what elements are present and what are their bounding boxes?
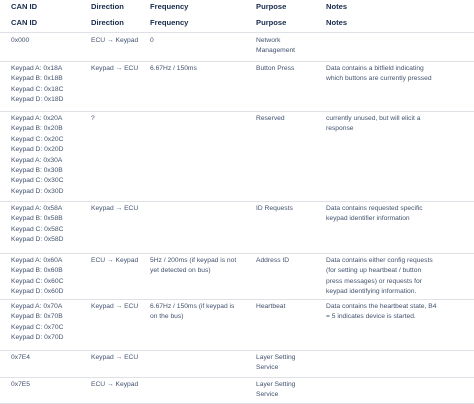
cell-can-id-line: Keypad A: 0x70A: [11, 303, 63, 310]
cell-can-id-line: Keypad D: 0x20D: [11, 146, 64, 154]
cell-frequency: [150, 256, 254, 277]
cell-purpose-line: Address ID: [256, 257, 290, 264]
cell-direction: [91, 114, 149, 124]
cell-direction: [91, 204, 149, 214]
cell-notes-line: Data contains requested specific: [326, 205, 423, 212]
table-header-row-repeat: [0, 15, 474, 33]
cell-notes-line: currently unused, but will elicit a: [326, 115, 421, 122]
header-direction: Direction: [91, 18, 124, 27]
cell-can-id-line: Keypad B: 0x58B: [11, 215, 63, 223]
header-can-id: CAN ID: [11, 2, 38, 11]
cell-purpose: [256, 302, 324, 312]
cell-notes: [326, 114, 472, 135]
cell-notes-line: Data contains the heartbeat state, B4: [326, 303, 437, 310]
cell-can-id-line: Keypad B: 0x30B: [11, 167, 63, 175]
cell-frequency-line: 5Hz / 200ms (if keypad is not: [150, 257, 237, 264]
table-row: [0, 111, 474, 202]
cell-purpose-line: Network: [256, 37, 281, 44]
cell-notes: [326, 256, 472, 298]
cell-can-id-line: Keypad C: 0x58C: [11, 225, 64, 233]
cell-purpose-line: Layer Setting: [256, 381, 296, 388]
cell-purpose: [256, 256, 324, 266]
table-row: [0, 33, 474, 62]
header-frequency: Frequency: [150, 2, 189, 11]
cell-frequency: [150, 64, 254, 74]
table-header-row: [0, 0, 474, 15]
cell-notes-line: = 5 indicates device is started.: [326, 313, 416, 321]
cell-can-id-line: Keypad C: 0x20C: [11, 135, 64, 143]
cell-can-id-line: Keypad D: 0x60D: [11, 288, 64, 296]
cell-notes-line: keypad identifying information.: [326, 288, 417, 296]
cell-direction: [91, 380, 149, 390]
cell-notes-line: (for setting up heartbeat / button: [326, 267, 422, 275]
cell-purpose-line: Service: [256, 391, 279, 399]
cell-purpose-line: Button Press: [256, 65, 295, 72]
cell-direction-line: Keypad → ECU: [91, 303, 139, 310]
cell-can-id-line: Keypad A: 0x20A: [11, 115, 63, 122]
table-row: [0, 253, 474, 300]
cell-can-id: [11, 64, 91, 106]
cell-can-id-line: 0x000: [11, 37, 30, 44]
cell-frequency-line: 0: [150, 37, 154, 44]
cell-can-id: [11, 256, 91, 298]
cell-purpose: [256, 353, 324, 374]
cell-can-id: [11, 204, 91, 246]
header-can-id: CAN ID: [11, 18, 38, 27]
header-frequency: Frequency: [150, 18, 189, 27]
cell-can-id: [11, 36, 91, 46]
cell-notes-line: which buttons are currently pressed: [326, 75, 432, 83]
cell-direction-line: ?: [91, 115, 95, 122]
cell-can-id-line: 0x7E5: [11, 381, 30, 388]
cell-can-id-line: Keypad C: 0x30C: [11, 177, 64, 185]
cell-can-id-line: Keypad B: 0x60B: [11, 267, 63, 275]
cell-notes-line: keypad identifier information: [326, 215, 410, 223]
cell-can-id-line: Keypad C: 0x60C: [11, 277, 64, 285]
table-row: [0, 201, 474, 254]
cell-can-id: [11, 353, 91, 363]
cell-notes: [326, 302, 472, 323]
cell-can-id-line: Keypad D: 0x70D: [11, 334, 64, 342]
cell-can-id-line: 0x7E4: [11, 354, 30, 361]
cell-purpose-line: Management: [256, 47, 296, 55]
cell-purpose-line: Service: [256, 364, 279, 372]
header-notes: Notes: [326, 2, 348, 11]
cell-can-id-line: Keypad A: 0x60A: [11, 257, 63, 264]
cell-frequency: [150, 302, 254, 323]
cell-direction-line: Keypad → ECU: [91, 65, 139, 72]
cell-frequency: [150, 36, 254, 46]
cell-direction-line: ECU → Keypad: [91, 257, 139, 264]
cell-can-id: [11, 380, 91, 390]
cell-can-id-line: Keypad B: 0x18B: [11, 75, 63, 83]
cell-notes: [326, 64, 472, 85]
cell-direction-line: Keypad → ECU: [91, 205, 139, 212]
cell-can-id-line: Keypad B: 0x20B: [11, 125, 63, 133]
cell-purpose: [256, 380, 324, 401]
cell-notes-line: press messages) or requests for: [326, 277, 422, 285]
cell-can-id-line: Keypad C: 0x70C: [11, 323, 64, 331]
cell-purpose-line: Layer Setting: [256, 354, 296, 361]
cell-direction-line: ECU → Keypad: [91, 37, 139, 44]
cell-can-id-line: Keypad D: 0x58D: [11, 236, 64, 244]
cell-can-id-line: Keypad A: 0x18A: [11, 65, 63, 72]
cell-purpose-line: Reserved: [256, 115, 285, 122]
table-row: [0, 350, 474, 378]
cell-purpose: [256, 64, 324, 74]
cell-frequency-line: 6.67Hz / 150ms: [150, 65, 197, 72]
header-purpose: Purpose: [256, 18, 287, 27]
cell-can-id: [11, 114, 91, 197]
table-row: [0, 299, 474, 351]
cell-frequency-line: on the bus): [150, 313, 184, 321]
table-row: [0, 61, 474, 112]
cell-can-id: [11, 302, 91, 344]
header-notes: Notes: [326, 18, 348, 27]
cell-purpose-line: ID Requests: [256, 205, 293, 212]
cell-can-id-line: Keypad B: 0x70B: [11, 313, 63, 321]
cell-direction: [91, 64, 149, 74]
cell-purpose: [256, 114, 324, 124]
cell-notes-line: response: [326, 125, 354, 133]
cell-notes-line: Data contains either config requests: [326, 257, 433, 264]
cell-frequency-line: yet detected on bus): [150, 267, 211, 275]
cell-purpose-line: Heartbeat: [256, 303, 286, 310]
cell-can-id-line: Keypad A: 0x30A: [11, 156, 63, 164]
cell-direction: [91, 353, 149, 363]
cell-direction: [91, 302, 149, 312]
cell-direction-line: Keypad → ECU: [91, 354, 139, 361]
cell-purpose: [256, 204, 324, 214]
header-direction: Direction: [91, 2, 124, 11]
cell-can-id-line: Keypad D: 0x30D: [11, 187, 64, 195]
cell-can-id-line: Keypad A: 0x58A: [11, 205, 63, 212]
cell-can-id-line: Keypad D: 0x18D: [11, 96, 64, 104]
cell-notes: [326, 204, 472, 225]
cell-direction: [91, 36, 149, 46]
cell-can-id-line: Keypad C: 0x18C: [11, 85, 64, 93]
cell-frequency-line: 6.67Hz / 150ms (if keypad is: [150, 303, 235, 310]
cell-direction: [91, 256, 149, 266]
header-purpose: Purpose: [256, 2, 287, 11]
cell-direction-line: ECU → Keypad: [91, 381, 139, 388]
cell-purpose: [256, 36, 324, 57]
cell-notes-line: Data contains a bitfield indicating: [326, 65, 424, 72]
